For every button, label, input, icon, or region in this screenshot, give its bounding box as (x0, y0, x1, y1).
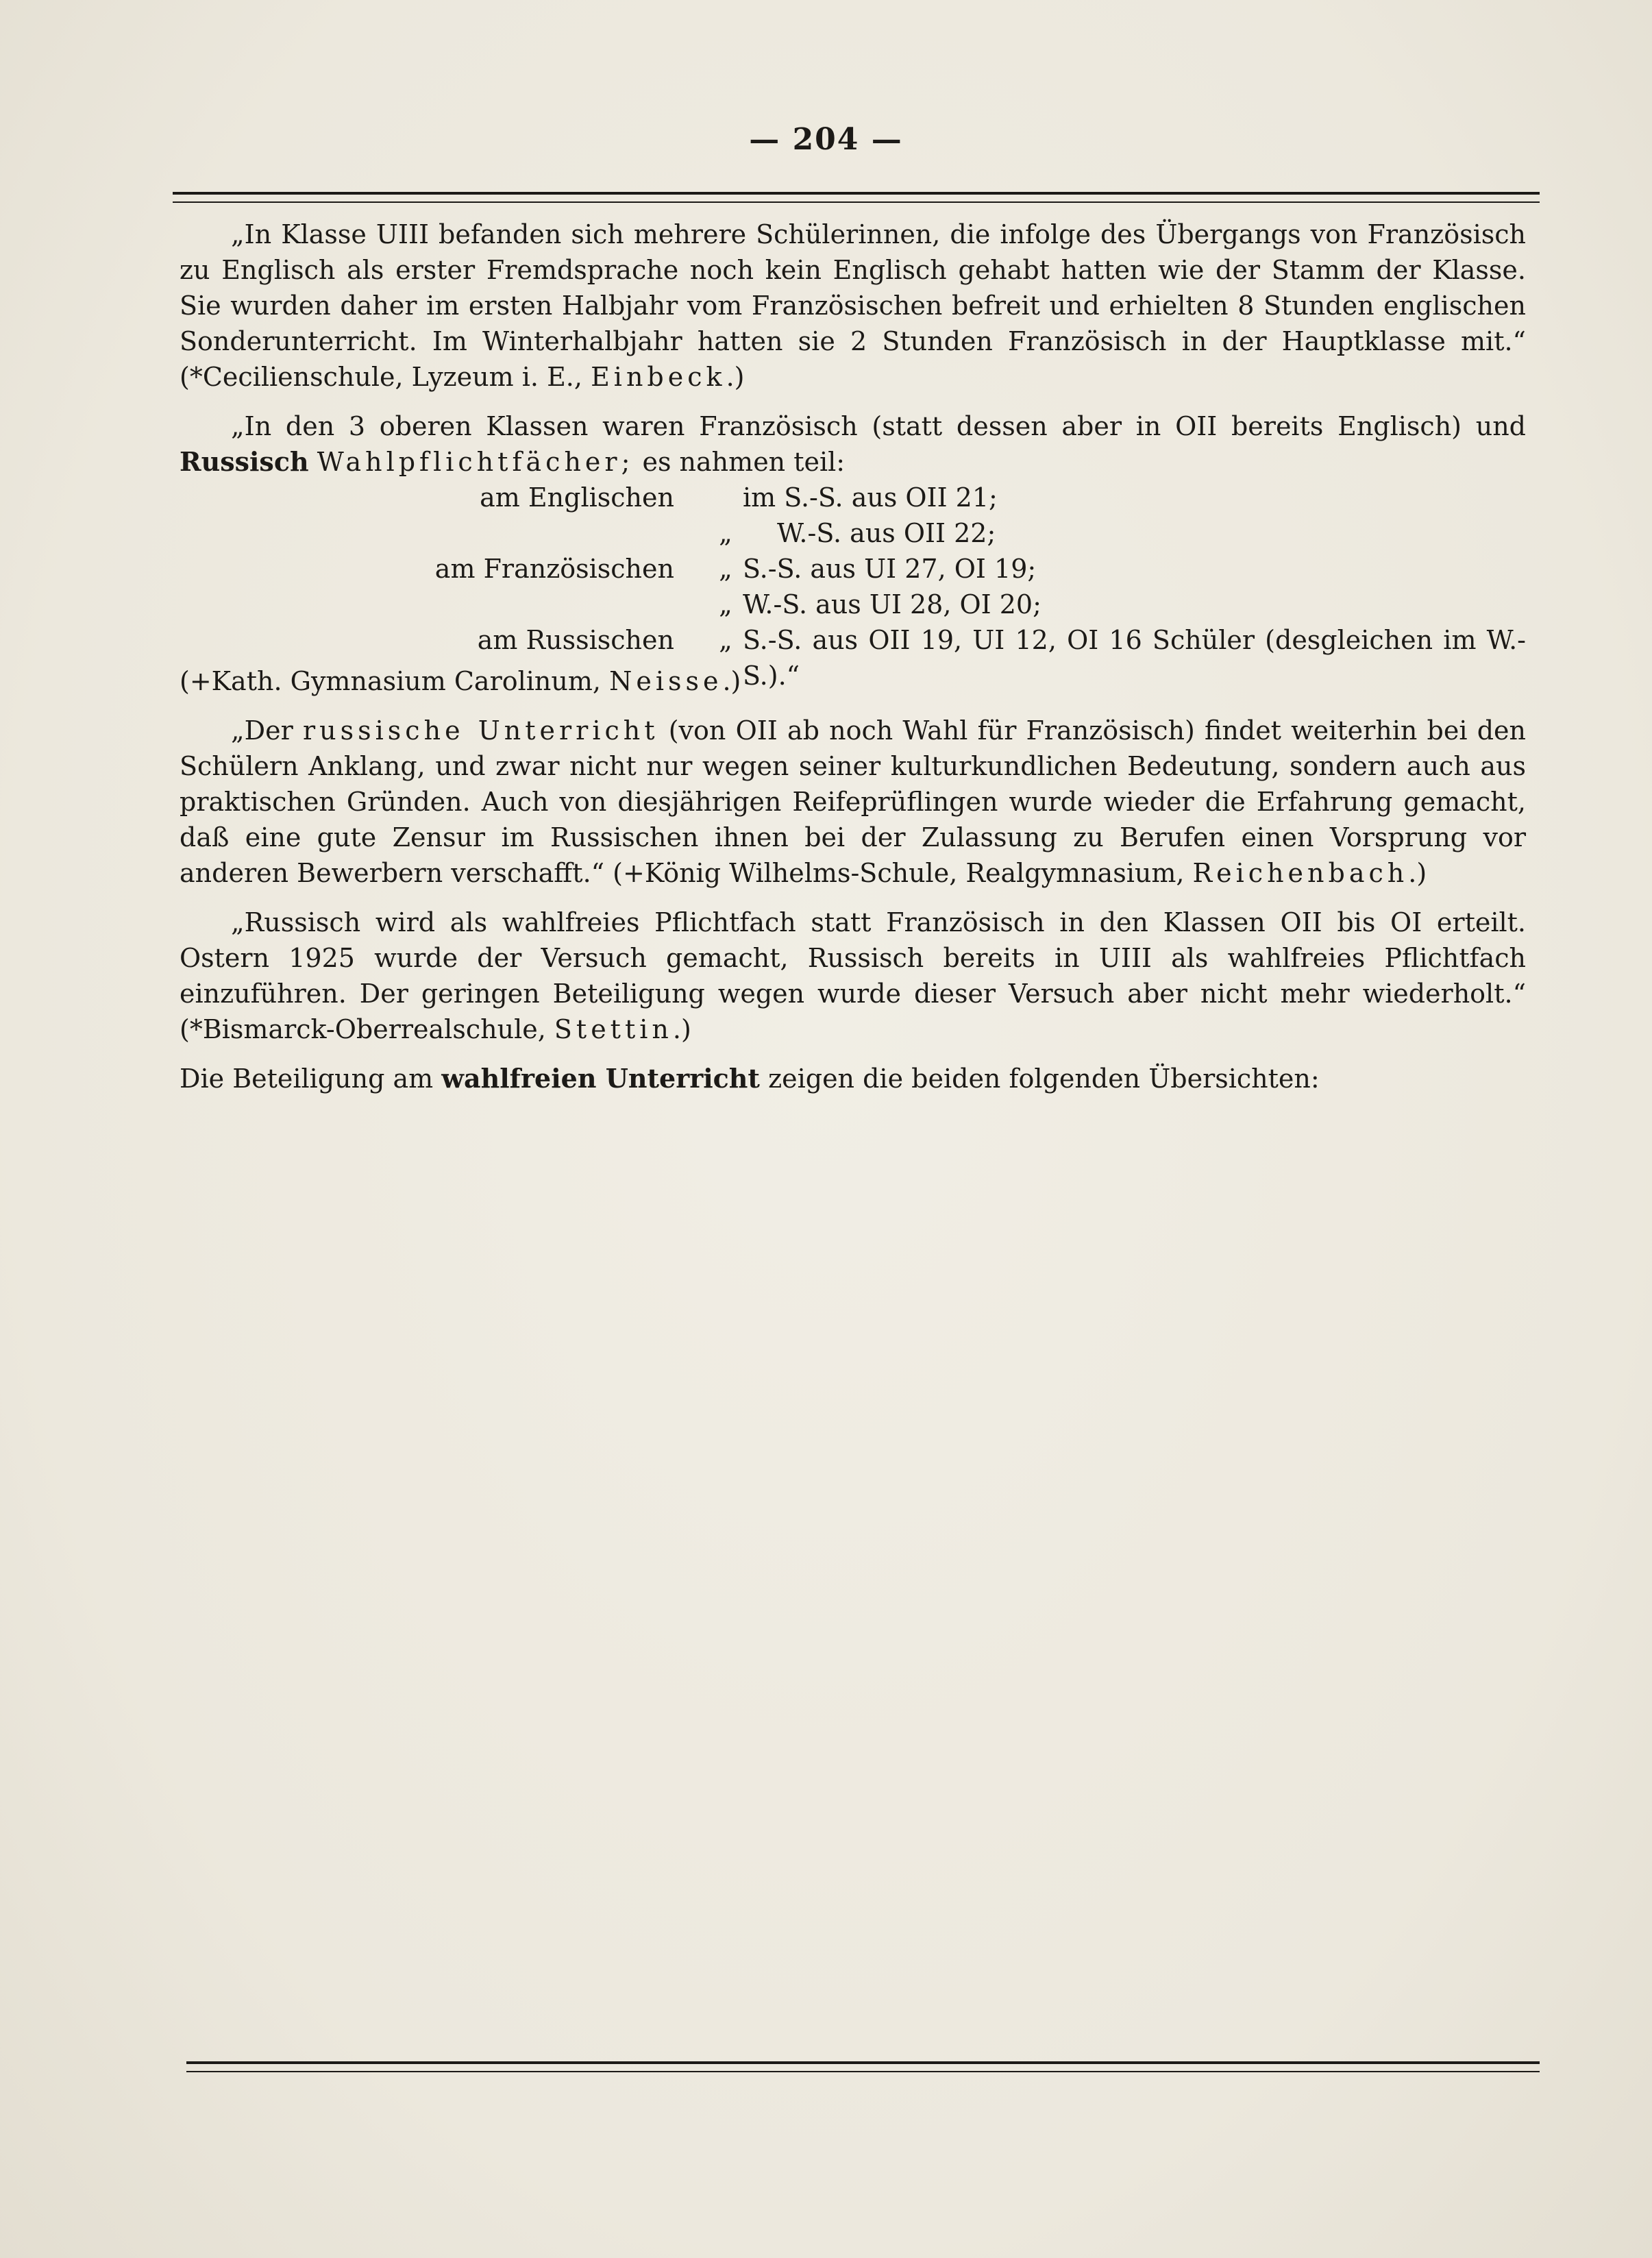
place-name: Reichenbach (1192, 858, 1409, 888)
source-carolinum: (+Kath. Gymnasium Carolinum, Neisse.) (180, 666, 741, 696)
bottom-double-rule (186, 2061, 1540, 2072)
body-text (180, 217, 1526, 1110)
spaced-term: russische Unterricht (303, 715, 659, 746)
table-row: am Französischen „ S.-S. aus UI 27, OI 19; (434, 554, 1037, 584)
table-row: „ W.-S. aus OII 22; (719, 518, 996, 548)
paragraph-bismarck: „Russisch wird als wahlfreies Pflichtfach statt Französisch in den Klassen OII bis OI erteilt. Ostern 1925 wurde der Versuch gemacht, Russisch bereits in UIII als wahlfreies Pflichtfach einzuführen. Der geringen Beteiligung wegen wurde dieser Versuch aber nicht mehr wiederholt.“ (*Bismarck-Oberrealschule, Stettin.) (180, 907, 1526, 1044)
table-row: am Russischen „ S.-S. aus OII 19, UI 12, OI 16 Schüler (desgleichen im W.-S.).“ (477, 625, 1526, 691)
paragraph-cecilienschule: „In Klasse UIII befanden sich mehrere Schülerinnen, die infolge des Übergangs von Französisch zu Englisch als erster Fremdsprache noch kein Englisch gehabt hatten wie der Stamm der Klasse. Sie wurden daher im ersten Halbjahr vom Französischen befreit und erhielten 8 Stunden englischen Sonderunterricht. Im Winterhalbjahr hatten sie 2 Stunden Französisch in der Hauptklasse mit.“ (*Cecilienschule, Lyzeum i. E., Einbeck.) (180, 219, 1526, 392)
place-name: Neisse (609, 666, 723, 696)
table-row: am Englischen im S.-S. aus OII 21; (480, 482, 998, 513)
place-name: Stettin (554, 1014, 673, 1044)
emphasis-wahlfreier-unterricht: wahlfreien Unterricht (441, 1063, 760, 1094)
spaced-term: Wahlpflichtfächer; (317, 447, 634, 477)
emphasis-russisch: Russisch (180, 446, 309, 477)
place-name: Einbeck (591, 362, 726, 392)
paragraph-russischer-unterricht: „Der russische Unterricht (von OII ab noch Wahl für Französisch) findet weiterhin bei den Schülern Anklang, und zwar nicht nur wegen seiner kulturkundlichen Bedeutung, sondern auch aus praktischen Gründen. Auch von diesjährigen Reifeprüflingen wurde wieder die Erfahrung gemacht, daß eine gute Zensur im Russischen ihnen bei der Zulassung zu Berufen einen Vorsprung vor anderen Bewerbern verschafft.“ (+König Wilhelms-Schule, Realgymnasium, Reichenbach.) (180, 715, 1526, 888)
table-row: „ W.-S. aus UI 28, OI 20; (719, 589, 1041, 619)
paragraph-wahlpflicht: „In den 3 oberen Klassen waren Französisch (statt dessen aber in OII bereits Englisch) und Russisch Wahlpflichtfächer; es nahmen teil: (180, 411, 1526, 477)
top-double-rule (173, 192, 1540, 203)
page-number: — 204 — (749, 122, 903, 157)
paragraph-uebersichten: Die Beteiligung am wahlfreien Unterricht zeigen die beiden folgenden Übersichten: (180, 1063, 1320, 1094)
